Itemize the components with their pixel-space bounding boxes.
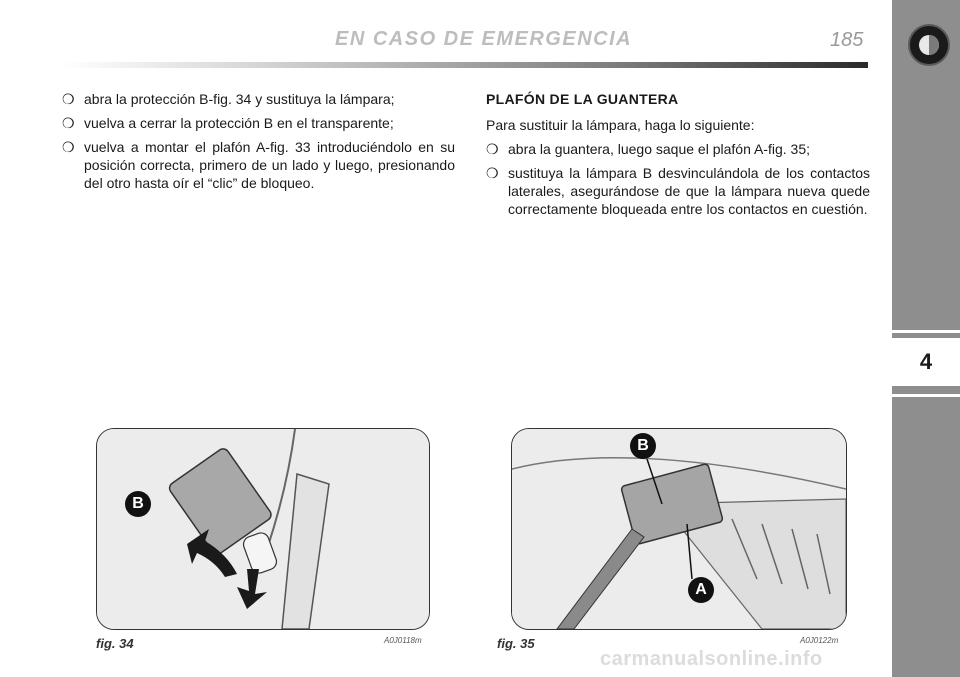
bullet-icon: ❍ <box>62 115 75 131</box>
page-number: 185 <box>830 29 864 51</box>
list-item <box>62 90 455 108</box>
bullet-icon: ❍ <box>62 91 75 107</box>
logo-emblem <box>919 35 939 55</box>
figure-code: A0J0118m <box>384 636 422 645</box>
figure-code: A0J0122m <box>800 636 839 645</box>
fig35-label-a: A <box>688 577 714 603</box>
right-column <box>486 90 870 224</box>
alfa-romeo-logo-icon <box>908 24 950 66</box>
list-item <box>486 140 870 158</box>
fig35-illustration <box>512 429 846 629</box>
list-item-text: abra la protección B-fig. 34 y sustituya la lámpara; <box>84 91 395 107</box>
left-column <box>62 90 455 198</box>
list-item <box>62 138 455 192</box>
sidebar-divider <box>892 394 960 397</box>
figure-35 <box>511 428 847 630</box>
watermark: carmanualsonline.info <box>600 648 823 670</box>
list-item-text: vuelva a montar el plafón A-fig. 33 introduciéndolo en su posición correcta, primero de un lado y luego, presionando del otro hasta oír el “clic” de bloqueo. <box>84 139 455 191</box>
bullet-icon: ❍ <box>486 141 499 157</box>
sidebar-divider <box>892 330 960 333</box>
figure-34 <box>96 428 430 630</box>
fig34-background <box>97 429 429 629</box>
list-item-text: abra la guantera, luego saque el plafón A-fig. 35; <box>508 141 810 157</box>
list-item <box>486 164 870 218</box>
fig34-illustration <box>97 429 429 629</box>
chapter-tab[interactable]: 4 <box>892 338 960 386</box>
bullet-icon: ❍ <box>486 165 499 181</box>
section-title: PLAFÓN DE LA GUANTERA <box>486 91 679 107</box>
list-item-text: vuelva a cerrar la protección B en el transparente; <box>84 115 394 131</box>
list-item-text: sustituya la lámpara B desvinculándola de los contactos laterales, asegurándose de que la lámpara nueva quede correctamente bloqueada entre los contactos en cuestión. <box>508 165 870 217</box>
section-intro: Para sustituir la lámpara, haga lo siguiente: <box>486 117 755 133</box>
fig35-label-b: B <box>630 433 656 459</box>
figure-caption: fig. 34 <box>96 636 134 651</box>
fig34-label-b: B <box>125 491 151 517</box>
header-rule <box>62 62 868 68</box>
list-item <box>62 114 455 132</box>
figure-caption: fig. 35 <box>497 636 535 651</box>
logo-emblem-half <box>929 35 939 55</box>
page-header-title: EN CASO DE EMERGENCIA <box>335 28 633 50</box>
bullet-icon: ❍ <box>62 139 75 155</box>
